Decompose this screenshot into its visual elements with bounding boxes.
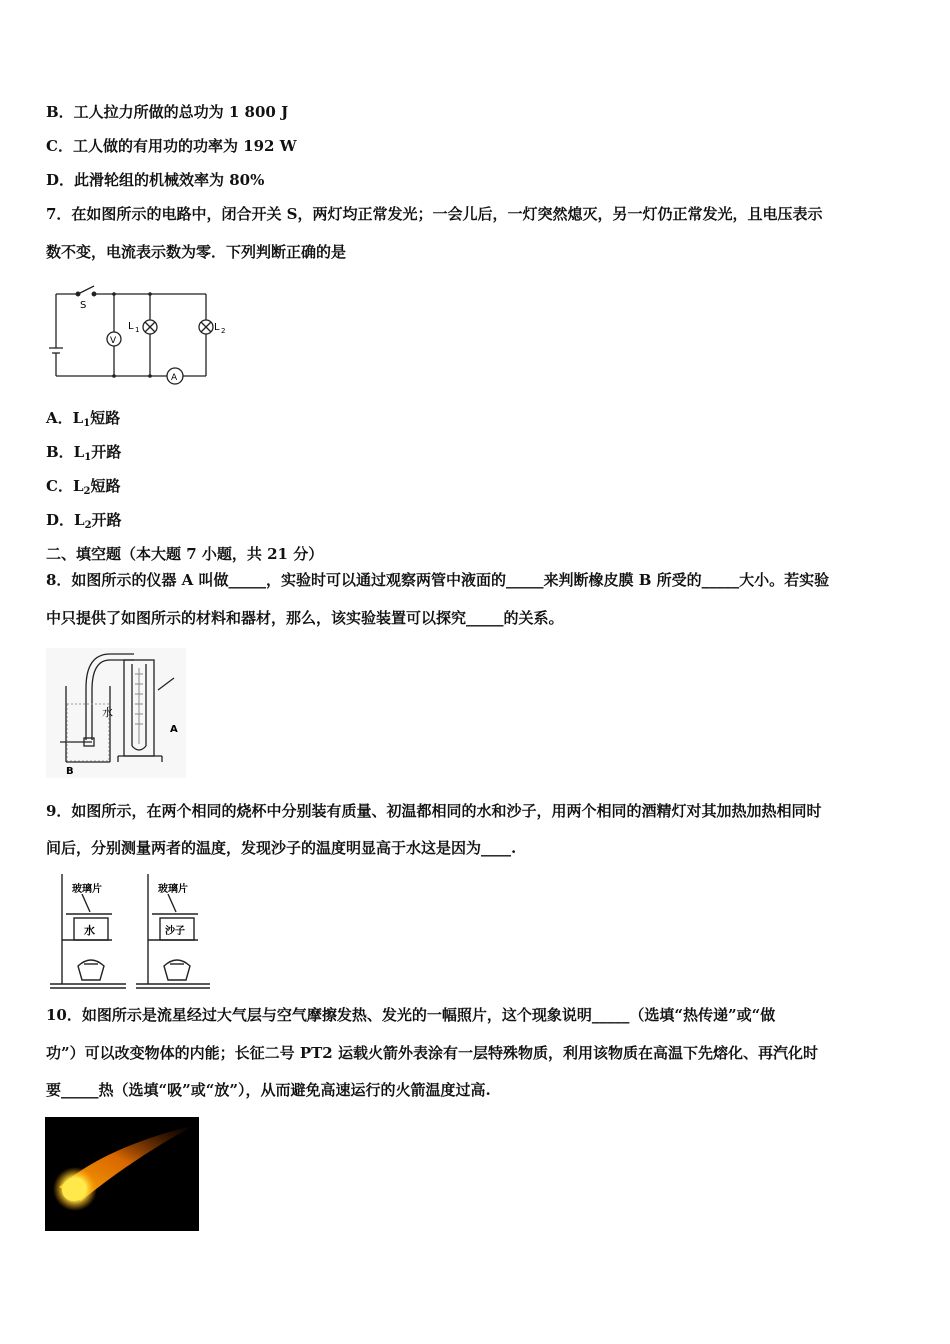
q7-option-d: D．$L_2$开路: [46, 511, 122, 531]
lamp1-subscript: 1: [135, 326, 140, 334]
q7-stem-line2: 数不变，电流表示数为零．下列判断正确的是: [46, 243, 347, 261]
q10-stem-line2: 功”）可以改变物体的内能；长征二号 PT2 运载火箭外表涂有一层特殊物质，利用该物质在高温下先熔化、再汽化时: [46, 1044, 818, 1062]
q7-option-a: A．$L_1$短路: [46, 409, 121, 429]
ammeter-label: A: [171, 373, 178, 383]
q8-stem-line2: 中只提供了如图所示的材料和器材，那么，该实验装置可以探究_____的关系。: [46, 609, 564, 627]
glass-label-right: 玻璃片: [158, 884, 188, 895]
lamp2-subscript: 2: [221, 327, 226, 335]
label-b: B: [66, 766, 74, 777]
lamp1-label: L: [128, 321, 134, 332]
q7-option-c: C．$L_2$短路: [46, 477, 121, 497]
switch-label: S: [80, 300, 87, 311]
q10-stem-line1: 10．如图所示是流星经过大气层与空气摩擦发热、发光的一幅照片，这个现象说明_____（选填“热传递”或“做: [46, 1006, 776, 1024]
lamp2-label: L: [214, 322, 220, 333]
label-a: A: [170, 724, 178, 735]
q6-option-b: B．工人拉力所做的总功为 1 800 J: [46, 103, 289, 121]
glass-label-left: 玻璃片: [72, 884, 102, 895]
meteor-photo: [45, 1117, 199, 1235]
q7-stem-line1: 7．在如图所示的电路中，闭合开关 S，两灯均正常发光；一会儿后，一灯突然熄灭，另一灯仍正常发光，且电压表示: [46, 205, 823, 223]
q7-option-b: B．$L_1$开路: [46, 443, 122, 463]
water-label: 水: [102, 706, 113, 719]
q9-heating-figure: [48, 870, 212, 998]
q6-option-d: D．此滑轮组的机械效率为 80%: [46, 171, 265, 189]
q9-stem-line2: 间后，分别测量两者的温度，发现沙子的温度明显高于水这是因为____.: [46, 839, 517, 857]
section-heading: 二、填空题（本大题 7 小题，共 21 分）: [46, 545, 324, 563]
sand-content-label: 沙子: [165, 926, 185, 937]
q8-pressure-gauge-figure: [46, 648, 186, 782]
q7-circuit-figure: [44, 282, 234, 390]
water-content-label: 水: [84, 924, 95, 937]
q10-stem-line3: 要_____热（选填“吸”或“放”），从而避免高速运行的火箭温度过高.: [46, 1081, 491, 1099]
voltmeter-label: V: [110, 336, 117, 346]
q8-stem-line1: 8．如图所示的仪器 A 叫做_____，实验时可以通过观察两管中液面的_____来判断橡皮膜 B 所受的_____大小。若实验: [46, 571, 830, 589]
q6-option-c: C．工人做的有用功的功率为 192 W: [46, 137, 297, 155]
q9-stem-line1: 9．如图所示，在两个相同的烧杯中分别装有质量、初温都相同的水和沙子，用两个相同的酒精灯对其加热加热相同时: [46, 802, 822, 820]
